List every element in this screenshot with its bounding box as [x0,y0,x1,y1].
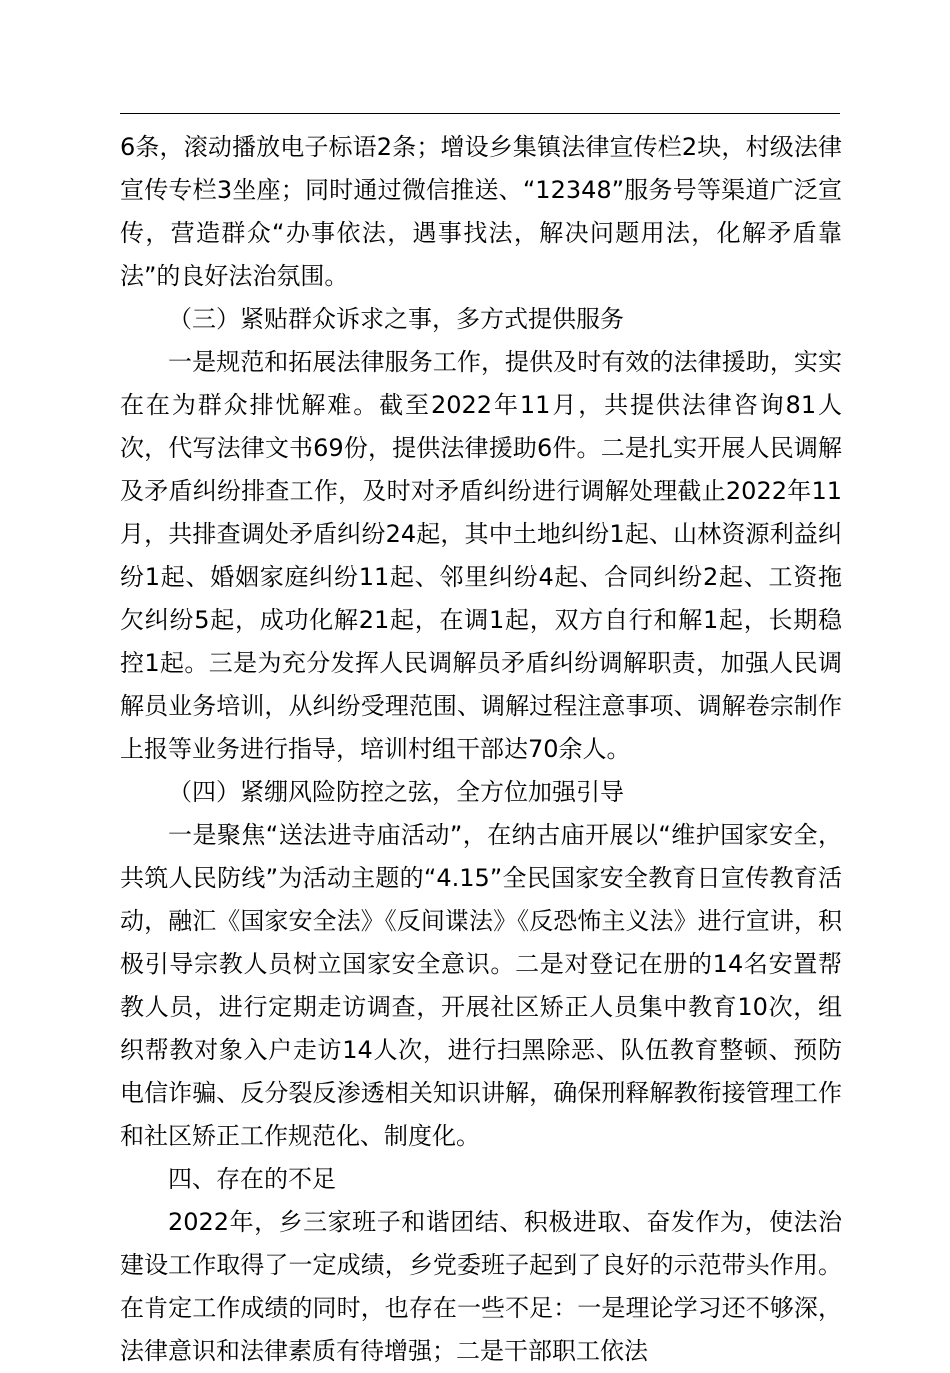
section-heading-3: （三）紧贴群众诉求之事，多方式提供服务 [168,305,624,333]
document-body [120,126,842,1373]
paragraph-risk-prevention: 一是聚焦“送法进寺庙活动”，在纳古庙开展以“维护国家安全，共筑人民防线”为活动主题的“4.15”全民国家安全教育日宣传教育活动，融汇《国家安全法》《反间谍法》《反恐怖主义法》进行宣讲，积极引导宗教人员树立国家安全意识。二是对登记在册的14名安置帮教人员，进行定期走访调查，开展社区矫正人员集中教育10次，组织帮教对象入户走访14人次，进行扫黑除恶、队伍教育整顿、预防电信诈骗、反分裂反渗透相关知识讲解，确保刑释解教衔接管理工作和社区矫正工作规范化、制度化。 [120,821,842,1150]
paragraph-continuation: 6条，滚动播放电子标语2条；增设乡集镇法律宣传栏2块，村级法律宣传专栏3坐座；同时通过微信推送、“12348”服务号等渠道广泛宣传，营造群众“办事依法，遇事找法，解决问题用法，化解矛盾靠法”的良好法治氛围。 [120,133,842,290]
header-rule [120,113,840,114]
section-heading-4: （四）紧绷风险防控之弦，全方位加强引导 [168,778,624,806]
section-heading-shortcomings: 四、存在的不足 [168,1165,336,1193]
paragraph-shortcomings: 2022年，乡三家班子和谐团结、积极进取、奋发作为，使法治建设工作取得了一定成绩，乡党委班子起到了良好的示范带头作用。在肯定工作成绩的同时，也存在一些不足：一是理论学习还不够深，法律意识和法律素质有待增强；二是干部职工依法 [120,1208,842,1365]
paragraph-legal-services: 一是规范和拓展法律服务工作，提供及时有效的法律援助，实实在在为群众排忧解难。截至2022年11月，共提供法律咨询81人次，代写法律文书69份，提供法律援助6件。二是扎实开展人民调解及矛盾纠纷排查工作，及时对矛盾纠纷进行调解处理截止2022年11月，共排查调处矛盾纠纷24起，其中土地纠纷1起、山林资源利益纠纷1起、婚姻家庭纠纷11起、邻里纠纷4起、合同纠纷2起、工资拖欠纠纷5起，成功化解21起，在调1起，双方自行和解1起，长期稳控1起。三是为充分发挥人民调解员矛盾纠纷调解职责，加强人民调解员业务培训，从纠纷受理范围、调解过程注意事项、调解卷宗制作上报等业务进行指导，培训村组干部达70余人。 [120,348,842,763]
